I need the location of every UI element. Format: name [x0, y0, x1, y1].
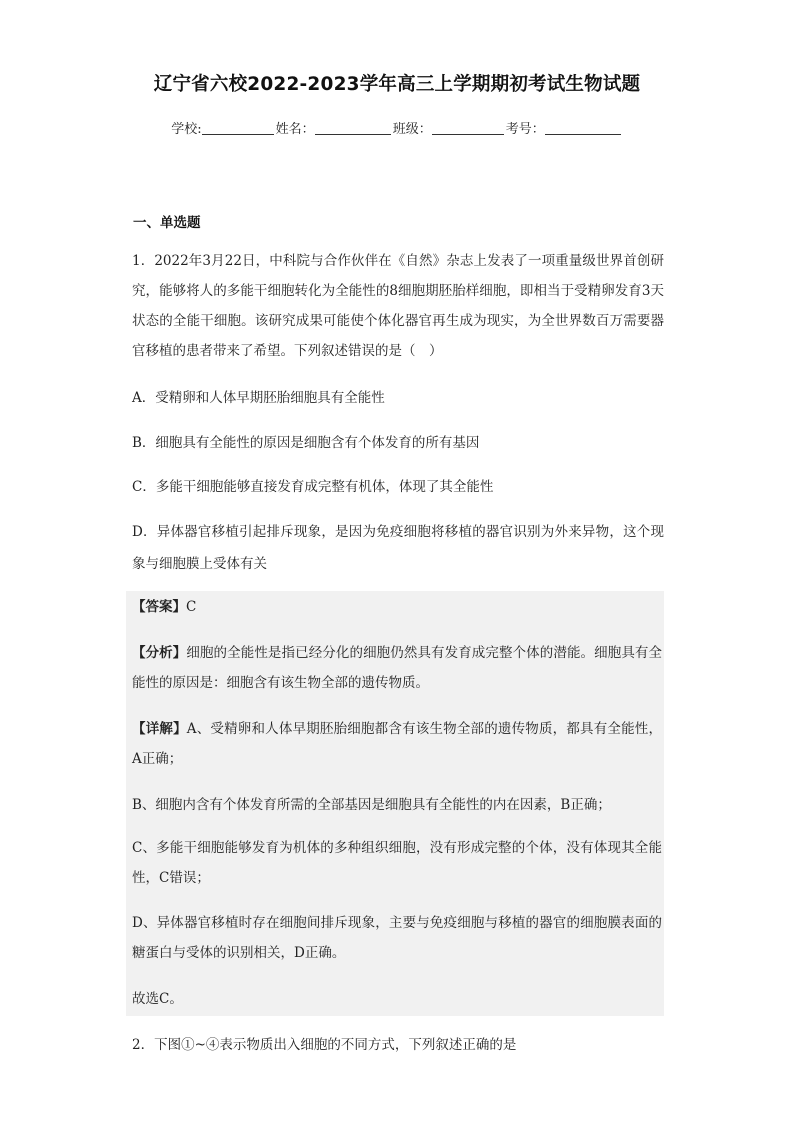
question-1-option-a: A．受精卵和人体早期胚胎细胞具有全能性	[132, 390, 385, 406]
analysis-text: 细胞的全能性是指已经分化的细胞仍然具有发育成完整个体的潜能。细胞具有全能性的原因是：细胞含有该生物全部的遗传物质。	[132, 645, 663, 691]
name-blank[interactable]	[315, 122, 391, 135]
class-blank[interactable]	[432, 122, 504, 135]
school-label: 学校:	[171, 122, 202, 137]
detail-label: 【详解】	[132, 721, 187, 737]
question-1-option-b: B．细胞具有全能性的原因是细胞含有个体发育的所有基因	[132, 435, 480, 451]
detail-paragraph-a	[132, 714, 662, 774]
answer-value: C	[186, 599, 197, 615]
question-2-stem: 2．下图①~④表示物质出入细胞的不同方式，下列叙述正确的是	[132, 1037, 517, 1053]
detail-paragraph-d: D、异体器官移植时存在细胞间排斥现象，主要与免疫细胞与移植的器官的细胞膜表面的糖蛋白与受体的识别相关，D正确。	[132, 915, 662, 961]
student-info-line	[0, 118, 794, 137]
detail-paragraph-c: C、多能干细胞能够发育为机体的多种组织细胞，没有形成完整的个体，没有体现其全能性，C错误；	[132, 840, 662, 886]
analysis-label: 【分析】	[132, 645, 187, 661]
answer-label: 【答案】	[132, 599, 186, 615]
answer-line	[132, 592, 662, 622]
detail-paragraph-b: B、细胞内含有个体发育所需的全部基因是细胞具有全能性的内在因素，B正确；	[132, 797, 611, 813]
question-1-option-d: D．异体器官移植引起排斥现象，是因为免疫细胞将移植的器官识别为外来异物，这个现象与细胞膜上受体有关	[132, 524, 664, 572]
school-blank[interactable]	[202, 122, 274, 135]
section-heading: 一、单选题	[133, 215, 201, 231]
question-1-stem: 1．2022年3月22日，中科院与合作伙伴在《自然》杂志上发表了一项重量级世界首创研究，能够将人的多能干细胞转化为全能性的8细胞期胚胎样细胞，即相当于受精卵发育3天状态的全能干细胞。该研究成果可能使个体化器官再生成为现实，为全世界数百万需要器官移植的患者带来了希望。下列叙述错误的是（ ）	[132, 253, 664, 359]
class-label: 班级：	[392, 122, 432, 137]
name-label: 姓名：	[275, 122, 315, 137]
detail-a-text: A、受精卵和人体早期胚胎细胞都含有该生物全部的遗传物质，都具有全能性，A正确；	[132, 721, 663, 767]
exam-number-blank[interactable]	[545, 122, 621, 135]
exam-number-label: 考号：	[505, 122, 545, 137]
analysis-paragraph	[132, 638, 662, 698]
conclusion-line: 故选C。	[132, 991, 183, 1007]
question-1-option-c: C．多能干细胞能够直接发育成完整有机体，体现了其全能性	[132, 479, 494, 495]
page-title: 辽宁省六校2022-2023学年高三上学期期初考试生物试题	[153, 74, 641, 95]
